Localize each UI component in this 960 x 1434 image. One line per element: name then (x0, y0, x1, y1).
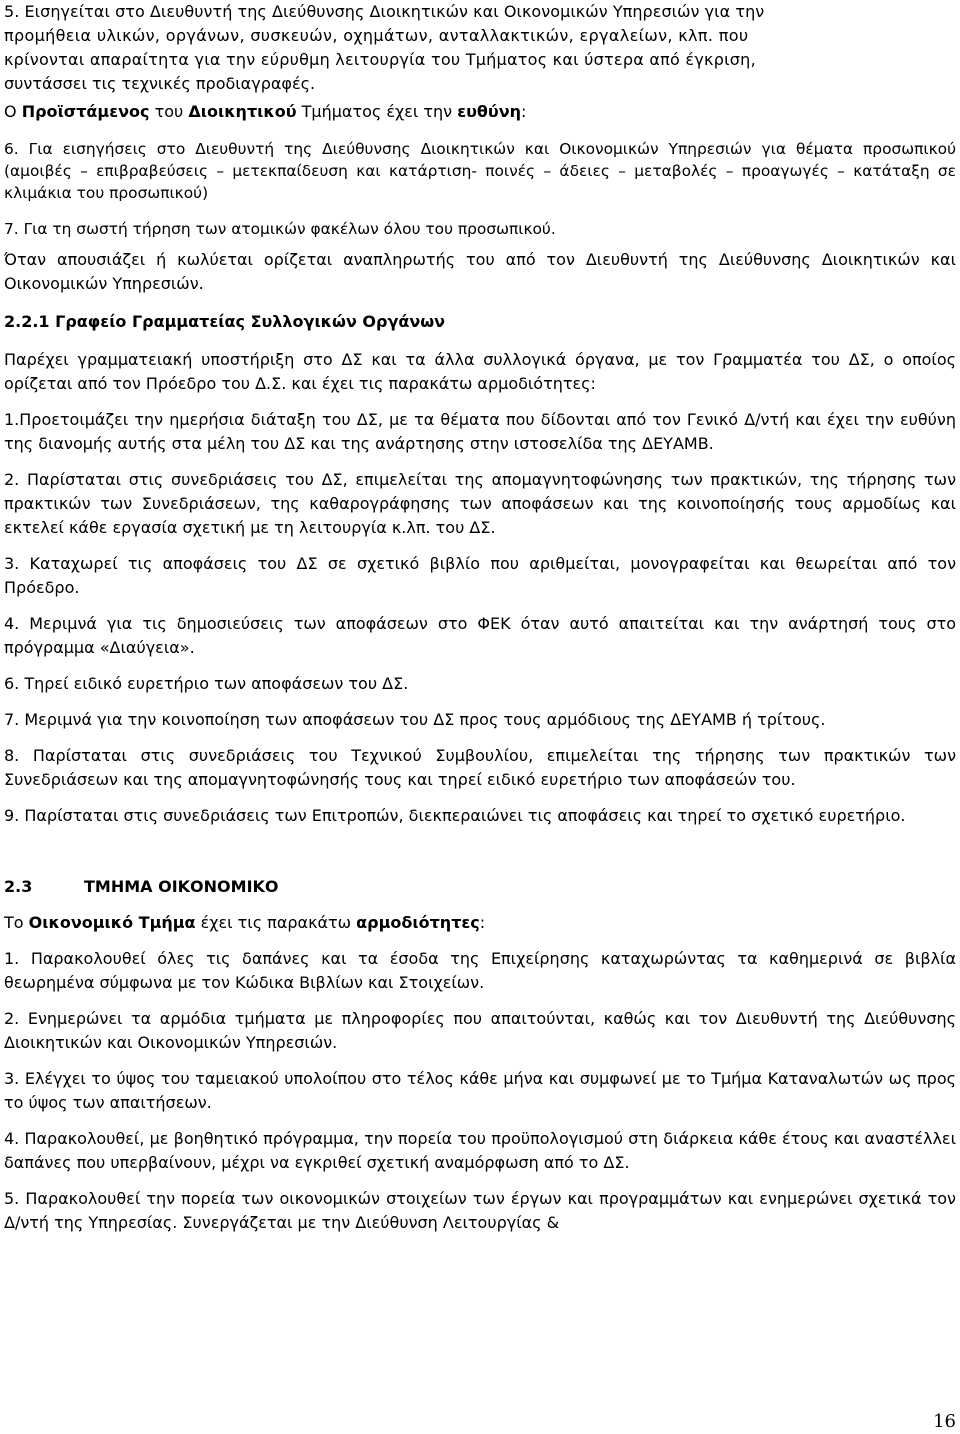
section-2-2-1-item-3: 3. Καταχωρεί τις αποφάσεις του ΔΣ σε σχετικό βιβλίο που αριθμείται, μονογραφείται και θεωρείται από τον Πρόεδρο. (4, 554, 956, 597)
responsibility-head: Προϊστάμενος (21, 102, 150, 121)
section-2-2-1-item-8: 8. Παρίσταται στις συνεδριάσεις του Τεχνικού Συμβουλίου, επιμελείται της τήρησης των πρακτικών των Συνεδριάσεων και της απομαγνητοφώνησής τους και τηρεί ειδικό ευρετήριο των αποφάσεών του. (4, 746, 956, 789)
section-2-3-title: ΤΜΗΜΑ ΟΙΚΟΝΟΜΙΚΟ (84, 877, 279, 896)
section-2-2-1-item-1: 1.Προετοιμάζει την ημερήσια διάταξη του ΔΣ, με τα θέματα που δίδονται από τον Γενικό Δ/ντή και έχει την ευθύνη της διανομής αυτής στα μέλη του ΔΣ και της ανάρτησης στην ιστοσελίδα της ΔΕΥΑΜΒ. (4, 410, 956, 453)
responsibility-dept: Διοικητικού (188, 102, 297, 121)
section-2-2-1-item-7: 7. Μεριμνά για την κοινοποίηση των αποφάσεων του ΔΣ προς τους αρμόδιους της ΔΕΥΑΜΒ ή τρίτους. (4, 710, 826, 729)
section-2-3-item-2: 2. Ενημερώνει τα αρμόδια τμήματα με πληροφορίες που απαιτούνται, καθώς και τον Διευθυντή της Διεύθυνσης Διοικητικών και Οικονομικών Υπηρεσιών. (4, 1009, 956, 1052)
responsibility-line: Ο Προϊστάμενος του Διοικητικού Τμήματος έχει την ευθύνη: (4, 102, 527, 121)
substitute-note: Όταν απουσιάζει ή κωλύεται ορίζεται αναπληρωτής του από τον Διευθυντή της Διεύθυνσης Διοικητικών και Οικονομικών Υπηρεσιών. (4, 250, 956, 293)
section-2-3-item-3: 3. Ελέγχει το ύψος του ταμειακού υπολοίπου στο τέλος κάθε μήνα και συμφωνεί με το Τμήμα Καταναλωτών ως προς το ύψος των απαιτήσεων. (4, 1069, 956, 1112)
item-5-line-4: συντάσσει τις τεχνικές προδιαγραφές. (4, 74, 316, 93)
item-5 (4, 0, 956, 96)
section-2-3-intro: Το Οικονομικό Τμήμα έχει τις παρακάτω αρμοδιότητες: (4, 913, 486, 932)
item-5-line-2: προμήθεια υλικών, οργάνων, συσκευών, οχημάτων, ανταλλακτικών, εργαλείων, κλπ. που (4, 26, 749, 45)
section-2-3-item-1: 1. Παρακολουθεί όλες τις δαπάνες και τα έσοδα της Επιχείρησης καταχωρώντας τα καθημερινά σε βιβλία θεωρημένα σύμφωνα με τον Κώδικα Βιβλίων και Στοιχείων. (4, 949, 956, 992)
competences-label: αρμοδιότητες (356, 913, 480, 932)
section-2-3-number: 2.3 (4, 877, 33, 896)
section-2-3-item-4: 4. Παρακολουθεί, με βοηθητικό πρόγραμμα, την πορεία του προϋπολογισμού στη διάρκεια κάθε έτους και αναστέλλει δαπάνες που υπερβαίνουν, μέχρι να εγκριθεί σχετική αναμόρφωση από το ΔΣ. (4, 1129, 956, 1172)
item-5-line-3: κρίνονται απαραίτητα για την εύρυθμη λειτουργία του Τμήματος και ύστερα από έγκριση, (4, 50, 756, 69)
section-2-2-1-item-2: 2. Παρίσταται στις συνεδριάσεις του ΔΣ, επιμελείται της απομαγνητοφώνησης των πρακτικών, της τήρησης των πρακτικών των Συνεδριάσεων, της καθαρογράφησης των αποφάσεων και της κοινοποίησής τους αρμοδίως και εκτελεί κάθε εργασία σχετική με τη λειτουργία κ.λπ. του ΔΣ. (4, 470, 956, 537)
section-2-2-1-item-9: 9. Παρίσταται στις συνεδριάσεις των Επιτροπών, διεκπεραιώνει τις αποφάσεις και τηρεί το σχετικό ευρετήριο. (4, 806, 906, 825)
item-7: 7. Για τη σωστή τήρηση των ατομικών φακέλων όλου του προσωπικού. (4, 220, 556, 238)
finance-dept-label: Οικονομικό Τμήμα (28, 913, 196, 932)
section-2-2-1-item-4: 4. Μεριμνά για τις δημοσιεύσεις των αποφάσεων στο ΦΕΚ όταν αυτό απαιτείται και την ανάρτησή τους στο πρόγραμμα «Διαύγεια». (4, 614, 956, 657)
document-page (4, 0, 956, 1235)
page-number: 16 (933, 1411, 956, 1432)
section-2-2-1-intro: Παρέχει γραμματειακή υποστήριξη στο ΔΣ και τα άλλα συλλογικά όργανα, με τον Γραμματέα του ΔΣ, ο οποίος ορίζεται από τον Πρόεδρο του Δ.Σ. και έχει τις παρακάτω αρμοδιότητες: (4, 350, 956, 393)
section-2-2-1-title: 2.2.1 Γραφείο Γραμματείας Συλλογικών Οργάνων (4, 312, 446, 331)
responsibility-word: ευθύνη (457, 102, 521, 121)
section-2-2-1-item-6: 6. Τηρεί ειδικό ευρετήριο των αποφάσεων του ΔΣ. (4, 674, 409, 693)
section-2-3-item-5: 5. Παρακολουθεί την πορεία των οικονομικών στοιχείων των έργων και προγραμμάτων και ενημερώνει σχετικά τον Δ/ντή της Υπηρεσίας. Συνεργάζεται με την Διεύθυνση Λειτουργίας & (4, 1189, 956, 1232)
item-6: 6. Για εισηγήσεις στο Διευθυντή της Διεύθυνσης Διοικητικών και Οικονομικών Υπηρεσιών για θέματα προσωπικού (αμοιβές – επιβραβεύσεις – μετεκπαίδευση και κατάρτιση- ποινές – άδειες – μεταβολές – προαγωγές – κατάταξη σε κλιμάκια του προσωπικού) (4, 140, 956, 202)
item-5-line-1: 5. Εισηγείται στο Διευθυντή της Διεύθυνσης Διοικητικών και Οικονομικών Υπηρεσιών για την (4, 2, 765, 21)
section-2-3-heading (4, 875, 956, 899)
